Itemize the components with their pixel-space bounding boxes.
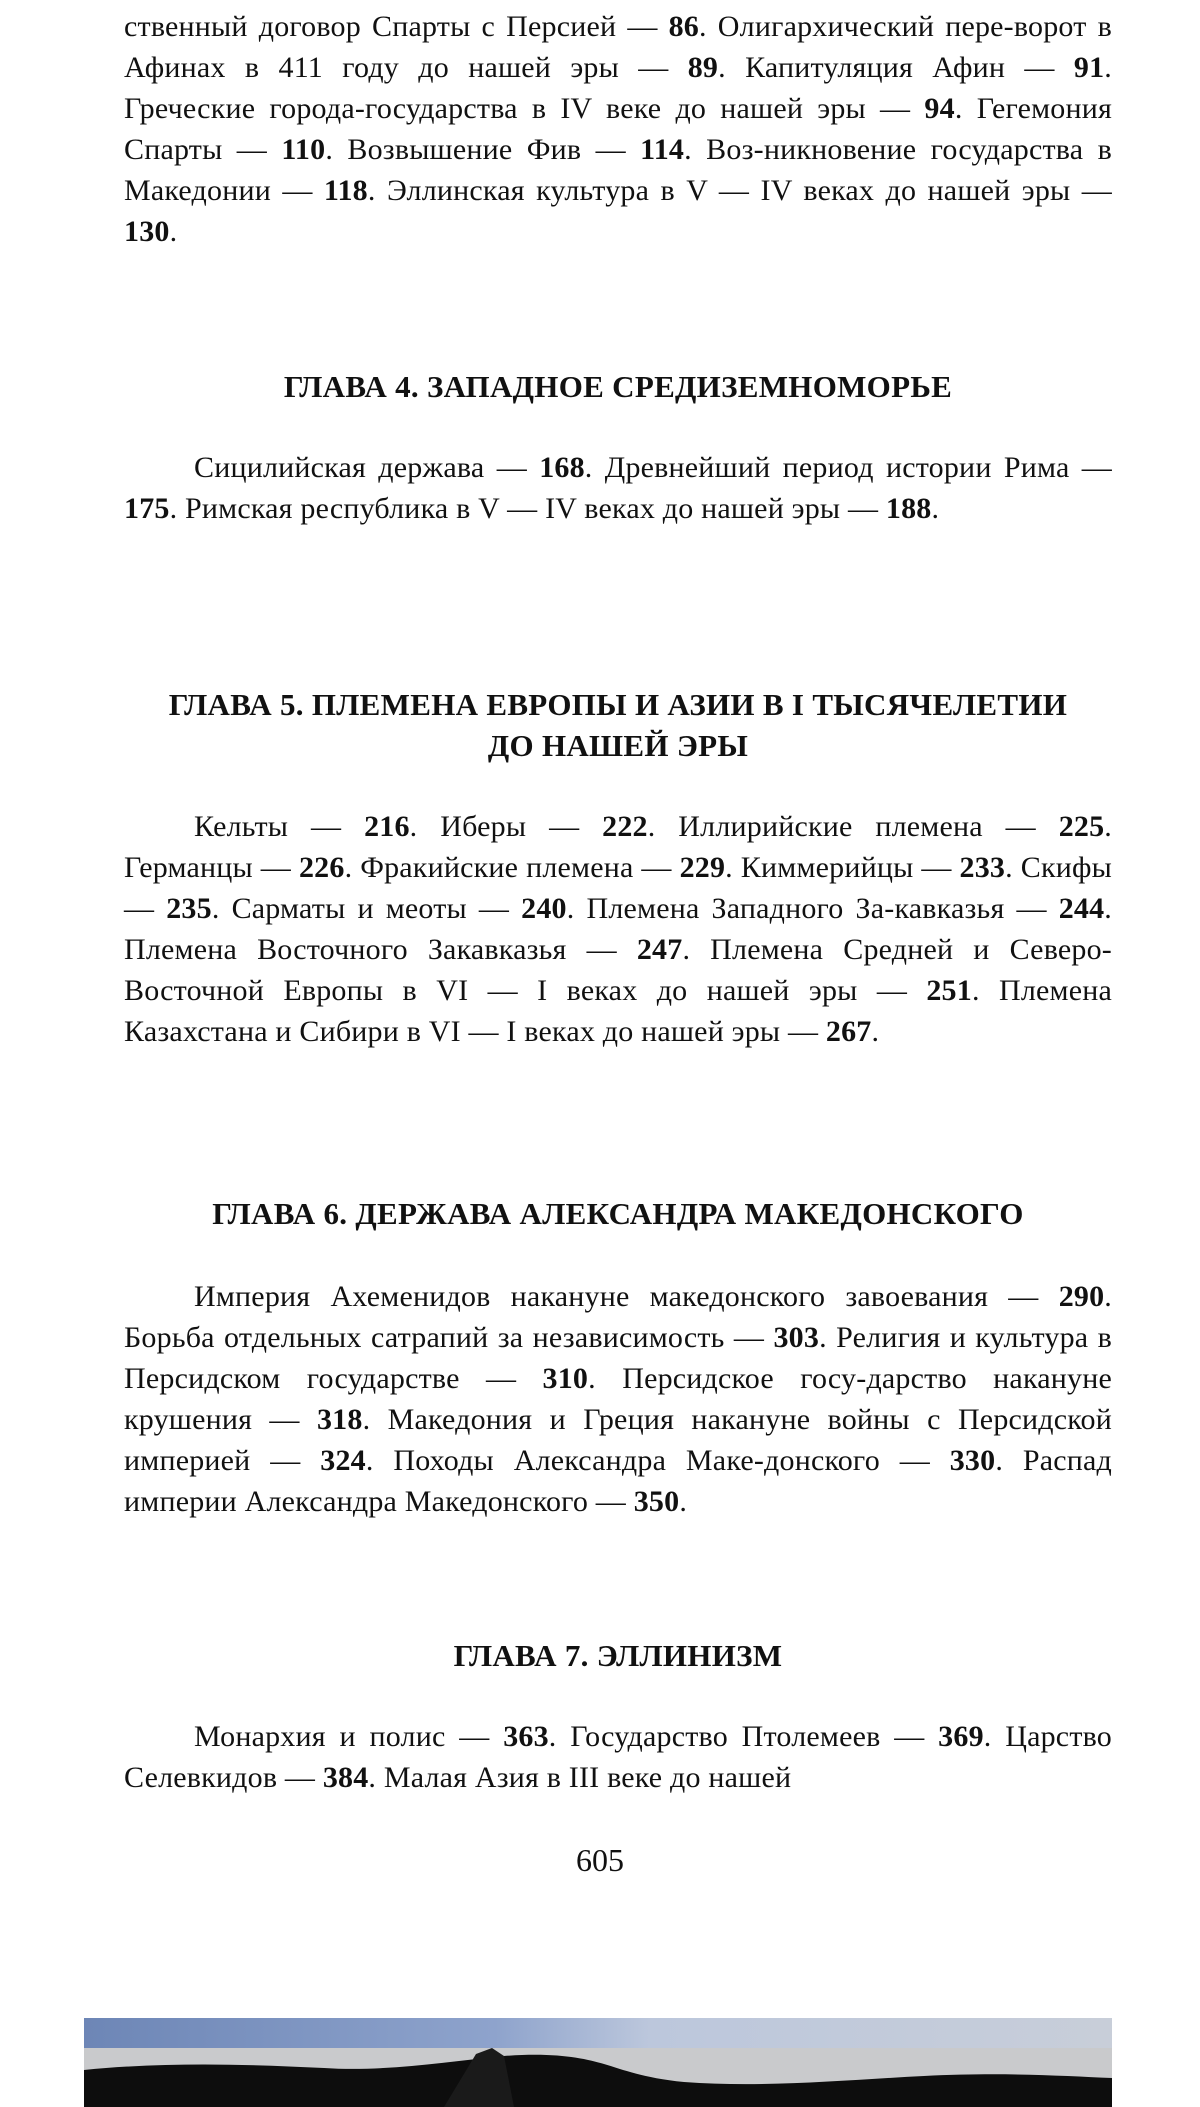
text-segment: . Царство Селевкидов — xyxy=(124,1720,1112,1794)
page-ref: 229 xyxy=(679,851,726,884)
chapter-6-contents xyxy=(124,1276,1112,1522)
page-ref: 233 xyxy=(959,851,1006,884)
text-segment: . Капитуляция Афин — xyxy=(718,51,1074,84)
page-ref: 247 xyxy=(636,933,683,966)
text-segment: . Эллинская культура в V — IV веках до нашей эры — xyxy=(367,174,1112,207)
page-ref: 225 xyxy=(1058,810,1105,843)
page-ref: 290 xyxy=(1058,1280,1105,1313)
page-ref: 350 xyxy=(633,1485,680,1518)
text-segment: . xyxy=(169,215,178,248)
page-ref: 267 xyxy=(825,1015,872,1048)
text-segment: . Македония и Греция накануне войны с Персидской империей — xyxy=(124,1403,1112,1477)
text-segment: . Иберы — xyxy=(409,810,603,843)
text-segment: Империя Ахеменидов накануне македонского завоевания — xyxy=(194,1280,1059,1313)
page-ref: 110 xyxy=(281,133,326,166)
text-segment: . Племена Восточного Закавказья — xyxy=(124,892,1112,966)
text-segment: . Малая Азия в III веке до нашей xyxy=(368,1761,792,1794)
page-ref: 318 xyxy=(316,1403,363,1436)
page-ref: 226 xyxy=(298,851,345,884)
chapter-5-heading-line-1: ГЛАВА 5. ПЛЕМЕНА ЕВРОПЫ И АЗИИ В I ТЫСЯЧЕЛЕТИИ xyxy=(168,687,1068,722)
text-segment: . Племена Средней и Северо-Восточной Европы в VI — I веках до нашей эры — xyxy=(124,933,1112,1007)
text-segment: . Скифы — xyxy=(124,851,1113,925)
page-ref: 222 xyxy=(602,810,648,843)
text-segment: . Племена Западного За-кавказья — xyxy=(566,892,1059,925)
text-segment: . Походы Александра Маке-донского — xyxy=(365,1444,950,1477)
page-ref: 310 xyxy=(542,1362,589,1395)
page-ref: 168 xyxy=(539,451,585,484)
page-ref: 324 xyxy=(320,1444,366,1477)
text-segment: . Распад империи Александра Македонского — xyxy=(124,1444,1112,1518)
text-segment: . Иллирийские племена — xyxy=(647,810,1059,843)
text-segment: . Воз-никновение государства в Македонии — xyxy=(124,133,1112,207)
chapter-5-contents xyxy=(124,806,1112,1052)
chapter-4-contents xyxy=(124,447,1112,529)
page-ref: 369 xyxy=(938,1720,984,1753)
chapter-5-heading-line-2: ДО НАШЕЙ ЭРЫ xyxy=(487,728,749,763)
text-segment: . Борьба отдельных сатрапий за независимость — xyxy=(124,1280,1112,1354)
page-ref: 89 xyxy=(687,51,719,84)
page-ref: 303 xyxy=(773,1321,820,1354)
text-segment: . Сарматы и меоты — xyxy=(211,892,522,925)
page-ref: 114 xyxy=(640,133,685,166)
page-ref: 216 xyxy=(364,810,410,843)
bottom-illustration xyxy=(84,2018,1112,2107)
text-segment: . Племена Казахстана и Сибири в VI — I веках до нашей эры — xyxy=(124,974,1113,1048)
page-ref: 244 xyxy=(1058,892,1105,925)
page-ref: 235 xyxy=(166,892,212,925)
text-segment: . Гегемония Спарты — xyxy=(124,92,1112,166)
chapter-7-contents xyxy=(124,1716,1112,1798)
text-segment: . xyxy=(871,1015,880,1048)
page-ref: 175 xyxy=(124,492,170,525)
text-segment: . Возвышение Фив — xyxy=(325,133,641,166)
text-segment: . Персидское госу-дарство накануне крушения — xyxy=(124,1362,1112,1436)
text-segment: . Религия и культура в Персидском государстве — xyxy=(124,1321,1113,1395)
page-ref: 384 xyxy=(322,1761,369,1794)
page-number: 605 xyxy=(576,1842,624,1878)
page-ref: 363 xyxy=(503,1720,549,1753)
text-segment: . Олигархический пере-ворот в Афинах в 411 году до нашей эры — xyxy=(124,10,1112,84)
paragraph-chapter3-continuation xyxy=(124,6,1112,252)
illustration-silhouette xyxy=(84,2018,1112,2107)
page-ref: 251 xyxy=(926,974,972,1007)
page-ref: 240 xyxy=(521,892,567,925)
text-segment: Монархия и полис — xyxy=(194,1720,504,1753)
text-segment: Кельты — xyxy=(194,810,365,843)
text-segment: . Римская республика в V — IV веках до нашей эры — xyxy=(169,492,886,525)
page-ref: 130 xyxy=(124,215,170,248)
text-segment: . Германцы — xyxy=(124,810,1112,884)
page-ref: 188 xyxy=(885,492,932,525)
chapter-6-heading: ГЛАВА 6. ДЕРЖАВА АЛЕКСАНДРА МАКЕДОНСКОГО xyxy=(212,1196,1024,1231)
page-ref: 330 xyxy=(949,1444,996,1477)
text-segment: . Киммерийцы — xyxy=(725,851,960,884)
chapter-7-heading: ГЛАВА 7. ЭЛЛИНИЗМ xyxy=(453,1638,783,1673)
text-segment: . Фракийские племена — xyxy=(344,851,680,884)
page-ref: 118 xyxy=(323,174,368,207)
chapter-4-heading: ГЛАВА 4. ЗАПАДНОЕ СРЕДИЗЕМНОМОРЬЕ xyxy=(283,369,953,404)
text-segment: Сицилийская держава — xyxy=(194,451,540,484)
chapter-5-heading xyxy=(124,684,1112,766)
text-segment: . Государство Птолемеев — xyxy=(548,1720,939,1753)
text-segment: . xyxy=(679,1485,688,1518)
text-segment: . Греческие города-государства в IV веке до нашей эры — xyxy=(124,51,1112,125)
page-ref: 94 xyxy=(924,92,955,125)
page-ref: 91 xyxy=(1073,51,1105,84)
text-segment: ственный договор Спарты с Персией — xyxy=(124,10,669,43)
text-segment: . xyxy=(931,492,940,525)
page-ref: 86 xyxy=(668,10,700,43)
text-segment: . Древнейший период истории Рима — xyxy=(584,451,1112,484)
